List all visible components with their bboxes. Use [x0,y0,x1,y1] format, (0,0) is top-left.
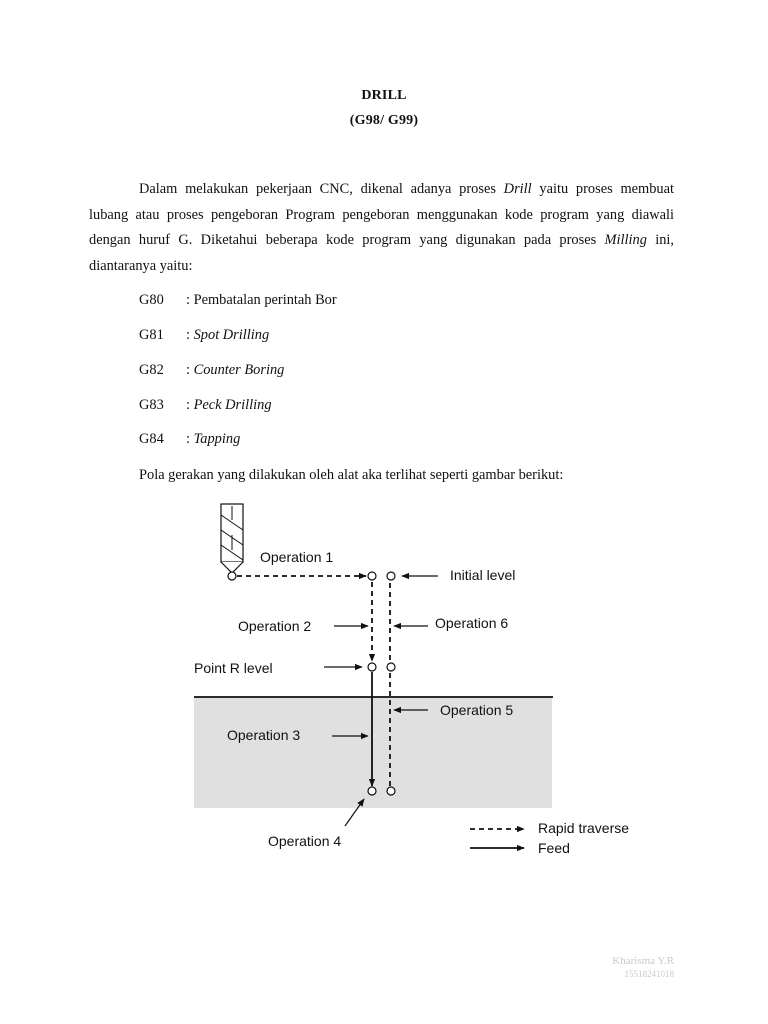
footer-id: 15518241018 [624,969,674,979]
code-desc-term: Peck Drilling [193,397,272,413]
code-desc: : [186,362,194,378]
initial-level-label: Initial level [450,567,516,583]
code-label: G80 [139,292,164,308]
position-marker [228,572,236,580]
document-title: DRILL [361,88,407,103]
operation3-label: Operation 3 [227,727,301,743]
operation5-label: Operation 5 [440,702,514,718]
position-marker [387,787,395,795]
code-desc: : [186,327,194,343]
operation1-label: Operation 1 [260,549,334,565]
code-desc-term: Spot Drilling [193,327,270,343]
code-label: G81 [139,327,164,343]
position-marker [387,572,395,580]
operation6-label: Operation 6 [435,615,509,631]
code-desc: : [186,397,194,413]
code-desc-term: Counter Boring [193,362,285,378]
paragraph-part1: Dalam melakukan pekerjaan CNC, dikenal adanya proses [139,181,504,197]
paragraph-drill-term: Drill [503,181,532,197]
code-label: G83 [139,397,164,413]
drill-bit-icon [221,504,243,573]
document-subtitle: (G98/ G99) [349,113,419,128]
legend-rapid-label: Rapid traverse [538,820,630,836]
code-label: G82 [139,362,164,378]
code-label: G84 [139,431,164,447]
code-desc: : [186,431,194,447]
legend-feed-label: Feed [538,840,570,856]
code-desc: : Pembatalan perintah Bor [186,292,337,308]
operation4-label: Operation 4 [268,833,342,849]
position-marker [387,663,395,671]
point-r-label: Point R level [194,660,273,676]
position-marker [368,787,376,795]
code-desc-term: Tapping [193,431,241,447]
position-marker [368,572,376,580]
figure-intro-text: Pola gerakan yang dilakukan oleh alat aka terlihat seperti gambar berikut: [139,467,564,483]
footer-author: Kharisma Y.R [612,955,674,967]
paragraph-milling-term: Milling [604,232,647,248]
position-marker [368,663,376,671]
operation2-label: Operation 2 [238,618,312,634]
paragraph-part2: yaitu proses membuat lubang atau proses pengeboran Program pengeboran menggunakan kode program yang diawali dengan huruf G. Diketahui beberapa kode program yang digunakan pada proses [89,181,674,248]
paragraph-part3: ini, diantaranya yaitu: [89,232,675,274]
